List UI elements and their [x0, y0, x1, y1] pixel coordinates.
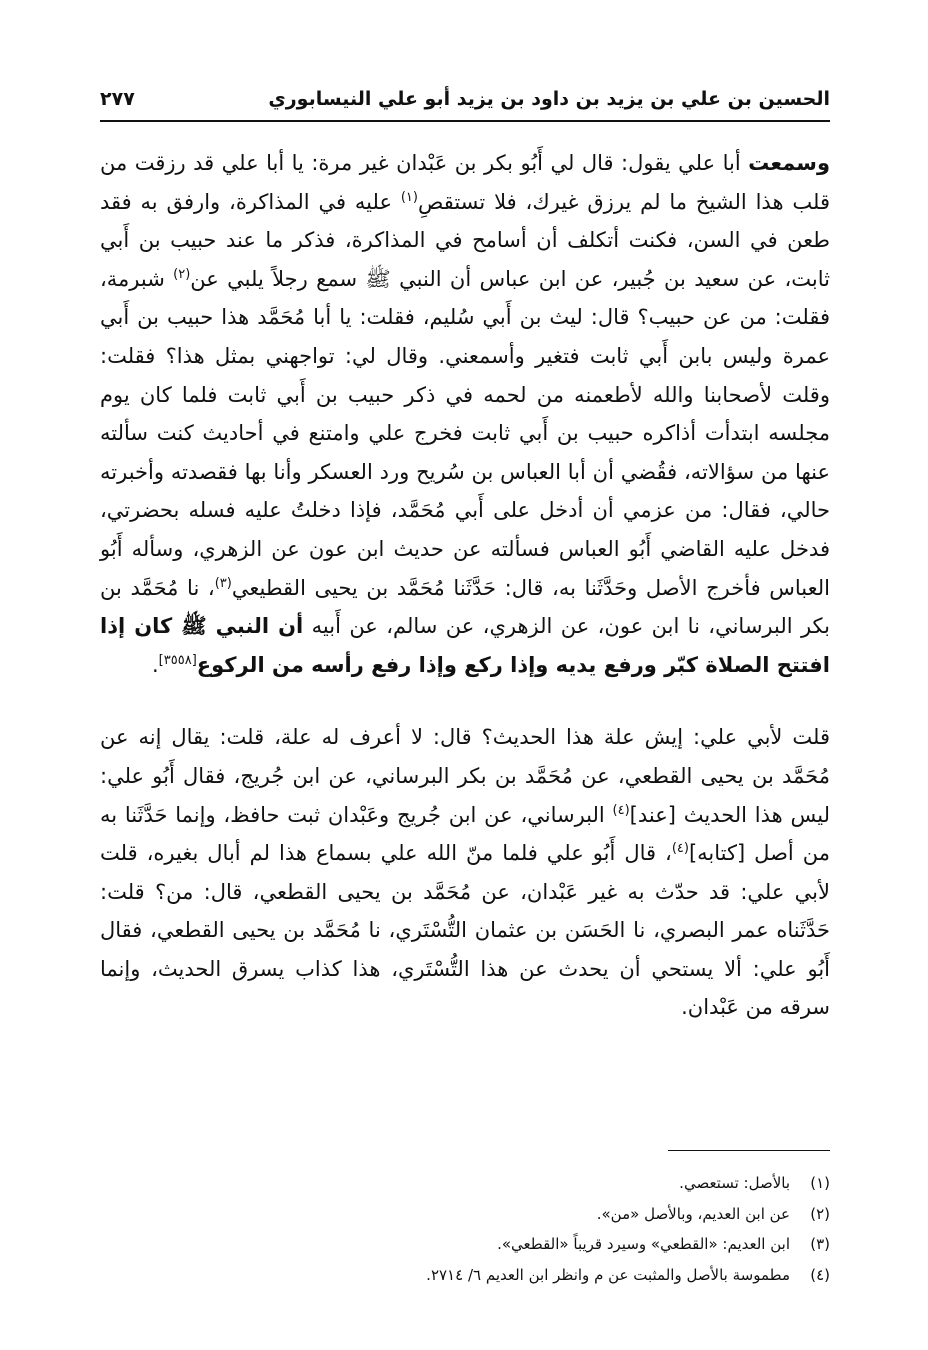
footnote-number: (٤) — [810, 1265, 830, 1284]
footnote-text: بالأصل: تستعصي. — [679, 1174, 790, 1192]
footnote-item — [100, 1168, 830, 1199]
text-run: ، نا مُحَمَّد بن بكر البرساني، نا ابن عون، عن الزهري، عن سالم، عن أَبيه — [100, 575, 831, 639]
footnote-text: ابن العديم: «القطعي» وسيرد قريباً «القطعي». — [497, 1235, 790, 1253]
text-run: عليه في المذاكرة، وارفق به فقد طعن في السن، فكنت أتكلف أن أسامح في المذاكرة، فذكر ما عند حبيب بن أَبي ثابت، عن سعيد بن جُبير، عن ابن عباس أن النبي ﷺ سمع رجلاً يلبي عن — [100, 189, 830, 291]
page-number: ٢٧٧ — [100, 88, 135, 110]
footnote-number: (١) — [810, 1174, 830, 1192]
text-run: قلت لأبي علي: إيش علة هذا الحديث؟ قال: لا أعرف له علة، قلت: يقال إنه عن مُحَمَّد بن يحيى القطعي، عن مُحَمَّد بن بكر البرساني، عن ابن جُريج، فقال أَبُو علي: ليس هذا الحديث [عند] — [100, 725, 830, 827]
paragraph-2 — [100, 718, 830, 1027]
footnote-text: عن ابن العديم، وبالأصل «من». — [596, 1204, 790, 1223]
text-run: شبرمة، فقلت: من عن حبيب؟ قال: ليث بن أَبي سُليم، فقلت: يا أبا مُحَمَّد هذا حبيب بن أَبي عمرة وليس بابن أَبي ثابت فتغير وأسمعني. وقال لي: تواجهني بمثل هذا؟ فقلت: وقلت لأصحابنا والله لأطعمنه من لحمه في ذكر حبيب بن أَبي ثابت فلما كان يوم مجلسه ابتدأت أذاكره حبيب بن أَبي ثابت فخرج علي وامتنع في أحاديث كنت سألته عنها من سؤالاته، فقُضي أن أبا العباس بن سُريح ورد العسكر وأنا بها فقصدته وأخبرته حالي، فقال: من عزمي أن أدخل على أَبي مُحَمَّد، فإذا دخلتُ عليه فسله بحضرتي، فدخل عليه القاضي أَبُو العباس فسألته عن حديث ابن عون عن الزهري، وسأله أَبُو العباس فأخرج الأصل وحَدَّثَنا به، قال: حَدَّثَنا مُحَمَّد بن يحيى القطيعي — [100, 266, 830, 600]
footnote-item — [100, 1199, 830, 1230]
footnote-ref: (٢) — [173, 266, 191, 282]
main-text — [100, 144, 830, 1027]
text-run: ، قال أَبُو علي فلما منّ الله علي بسماع هذا لم أبال بغيره، قلت لأبي علي: قد حدّث به غير عَبْدان، عن مُحَمَّد بن يحيى القطعي، قال: من؟ قلت: حَدَّثَناه عمر البصري، نا الحَسَن بن عثمان التُّسْتَري، نا مُحَمَّد بن يحيى القطعي، فقال أَبُو علي: ألا يستحي أن يحدث عن هذا التُّسْتَري، هذا كذاب يسرق الحديث، وإنما سرقه من عَبْدان. — [100, 841, 830, 1020]
footnote-ref: (٤) — [612, 802, 630, 818]
footnote-divider — [668, 1150, 830, 1151]
footnote-number: (٣) — [810, 1235, 830, 1253]
footnote-text: مطموسة بالأصل والمثبت عن م وانظر ابن العديم ٦/ ٢٧١٤. — [426, 1265, 790, 1284]
footnote-ref: (١) — [400, 189, 418, 205]
page-header — [100, 86, 830, 122]
lead-word: وسمعت — [748, 151, 830, 175]
footnote-item — [100, 1229, 830, 1260]
hadith-text: أن النبي ﷺ كان إذا افتتح الصلاة كبّر ورفع يديه وإذا ركع وإذا رفع رأسه من الركوع — [100, 614, 830, 677]
footnote-ref: (٤) — [671, 841, 689, 857]
text-run: . — [151, 652, 159, 677]
hadith-number: [٣٥٥٨] — [158, 652, 197, 668]
footnote-item — [100, 1260, 830, 1291]
text-run: أبا علي يقول: قال لي أَبُو بكر بن عَبْدان غير مرة: يا أبا علي قد رزقت من قلب هذا الشيخ ما لم يرزق غيرك، فلا تستقصِ — [100, 151, 830, 214]
footnotes — [100, 1168, 830, 1290]
running-title: الحسين بن علي بن يزيد بن داود بن يزيد أبو علي النيسابوري — [268, 88, 830, 110]
text-run: البرساني، عن ابن جُريج وعَبْدان ثبت حافظ، وإنما حَدَّثَنا به من أصل [كتابه] — [100, 802, 830, 866]
footnote-number: (٢) — [810, 1204, 830, 1223]
paragraph-1 — [100, 144, 830, 684]
footnote-ref: (٣) — [214, 575, 232, 591]
